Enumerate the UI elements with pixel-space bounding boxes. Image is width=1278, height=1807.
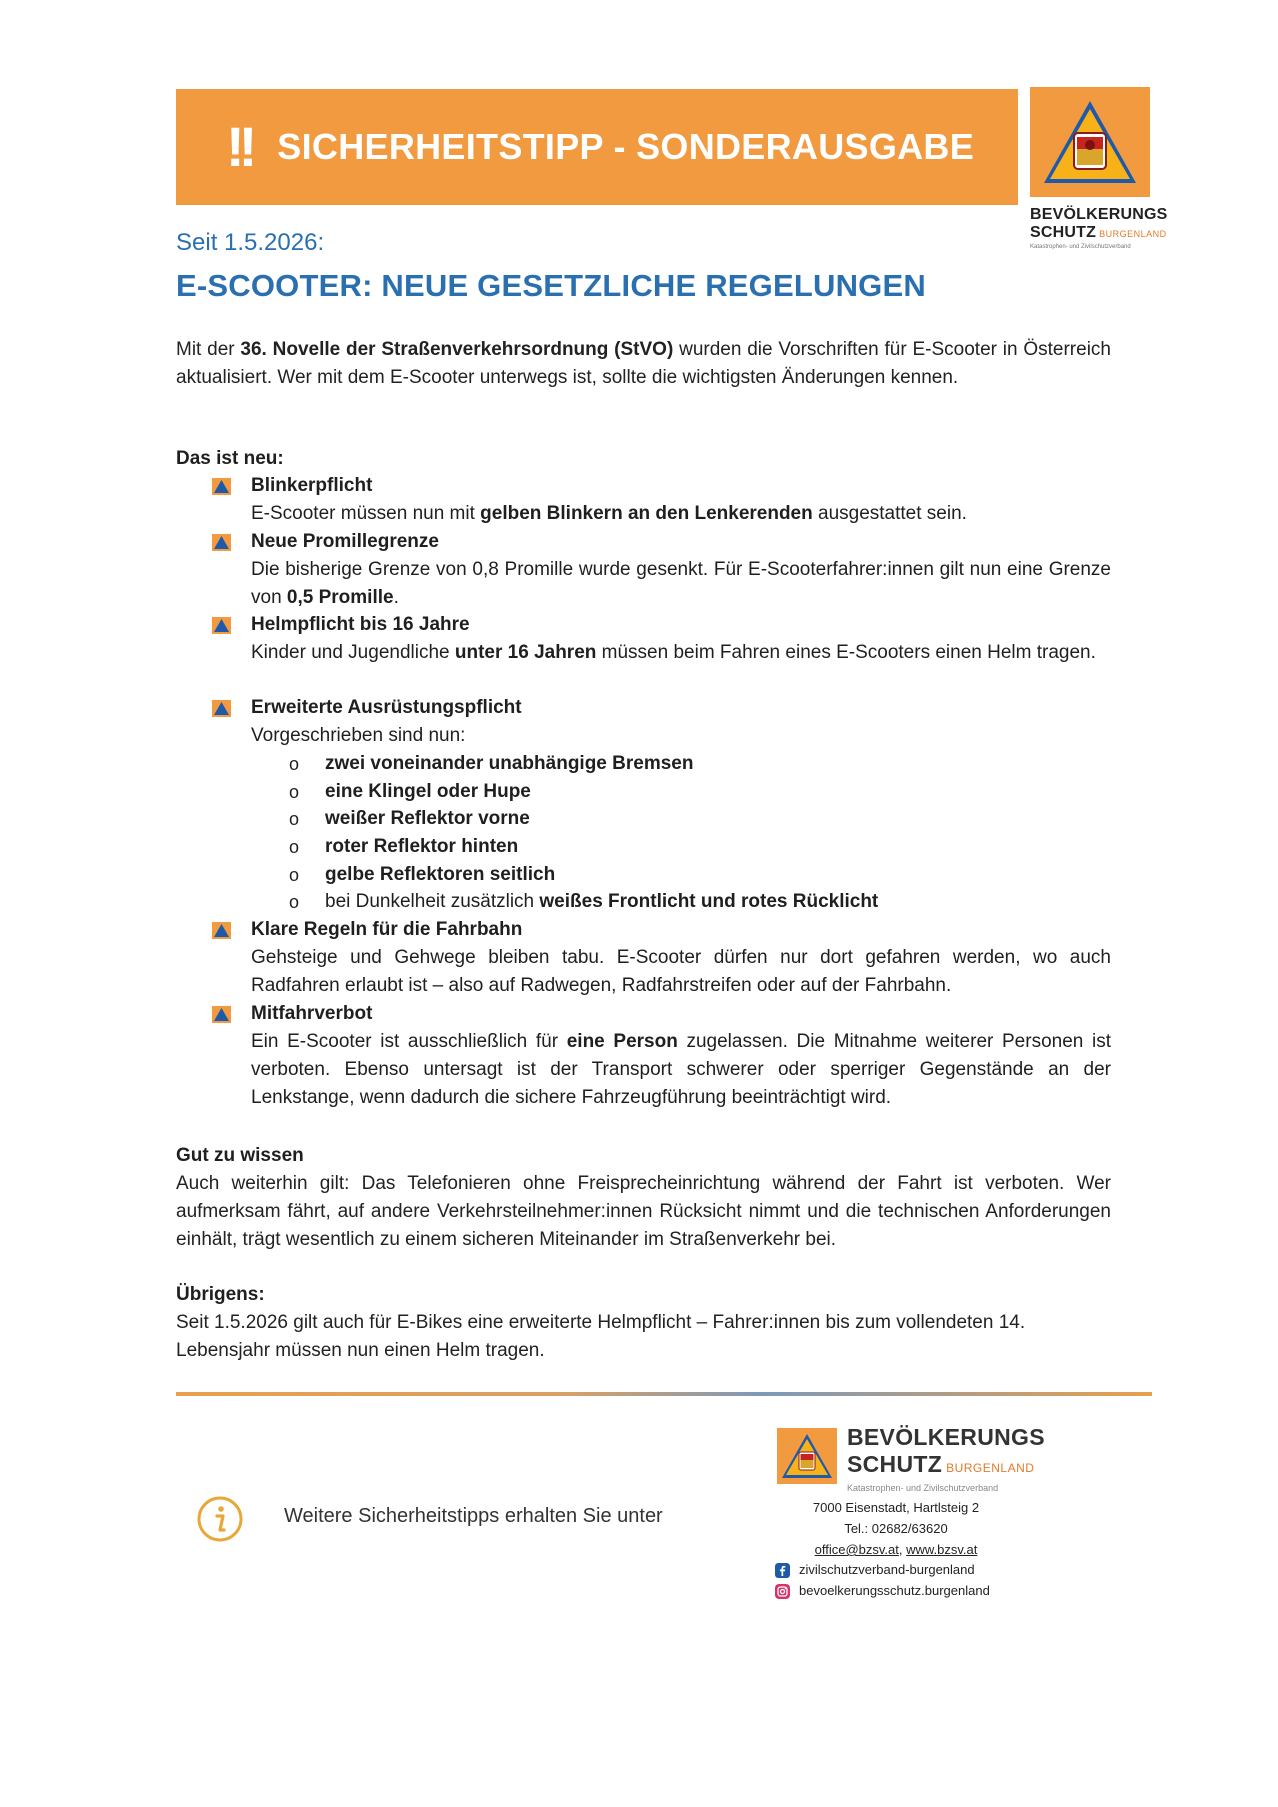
triangle-bullet-icon [212,700,231,717]
item-title: Blinkerpflicht [251,475,373,496]
intro-text-1: Mit der [176,339,241,360]
triangle-bullet-icon [212,922,231,939]
section-heading-btw: Übrigens: [176,1284,265,1305]
list-item [212,694,1112,750]
item-text: zugelassen. Die Mitnahme weiterer Personen ist verboten. Ebenso untersagt ist der Transport schwerer oder sperriger Gegenstände an der Lenkstange, wenn dadurch die sichere Fahrzeugführung beeinträchtigt wird. [251,1031,1111,1108]
triangle-crest-icon [1030,87,1150,197]
footer-logo-region: BURGENLAND [946,1461,1035,1475]
triangle-bullet-icon [212,617,231,634]
equipment-item [289,778,531,806]
circle-bullet-icon: o [289,865,300,885]
item-title: Klare Regeln für die Fahrbahn [251,919,523,940]
footer-logo-line-2-text: SCHUTZ [847,1451,943,1477]
equipment-text: weißer Reflektor vorne [325,808,530,829]
list-item [212,528,1112,612]
organization-logo [1030,87,1150,197]
item-text: Vorgeschrieben sind nun: [251,725,466,746]
header-banner [176,89,1018,205]
link-separator: , [898,1542,907,1557]
item-text: müssen beim Fahren eines E-Scooters einen Helm tragen. [596,642,1096,663]
page-title: E-SCOOTER: NEUE GESETZLICHE REGELUNGEN [176,268,926,303]
address-text: 7000 Eisenstadt, Hartlsteig 2 [812,1500,980,1515]
triangle-bullet-icon [212,478,231,495]
btw-paragraph: Seit 1.5.2026 gilt auch für E-Bikes eine erweiterte Helmpflicht – Fahrer:innen bis zum vollendeten 14. Lebensjahr müssen nun einen Helm tragen. [176,1312,1026,1361]
logo-tagline: Katastrophen- und Zivilschutzverband [1030,244,1131,250]
triangle-crest-icon [777,1428,837,1484]
circle-bullet-icon: o [289,782,300,802]
footer-logo-tagline: Katastrophen- und Zivilschutzverband [847,1483,999,1493]
item-text: Ein E-Scooter ist ausschließlich für [251,1031,567,1052]
item-text: ausgestattet sein. [812,503,967,524]
list-item [212,611,1112,667]
intro-text-2: wurden die Vorschriften für E-Scooter in Österreich aktualisiert. Wer mit dem E-Scooter unterwegs ist, sollte die wichtigsten Änderungen kennen. [176,339,1111,388]
list-item [212,472,1112,528]
equipment-item [289,861,555,889]
equipment-text-bold: weißes Frontlicht und rotes Rücklicht [539,891,879,912]
good-paragraph: Auch weiterhin gilt: Das Telefonieren ohne Freisprecheinrichtung während der Fahrt ist verboten. Wer aufmerksam fährt, auf andere Verkehrsteilnehmer:innen Rücksicht nimmt und die technischen Anforderungen einhält, trägt wesentlich zu einem sicheren Miteinander im Straßenverkehr bei. [176,1173,1111,1250]
intro-bold: 36. Novelle der Straßenverkehrsordnung (StVO) [240,339,674,360]
item-text: Gehsteige und Gehwege bleiben tabu. E-Scooter dürfen nur dort gefahren werden, wo auch Radfahren erlaubt ist – also auf Radwegen, Radfahrstreifen oder auf der Fahrbahn. [251,947,1111,996]
item-bold: gelben Blinkern an den Lenkerenden [480,503,813,524]
equipment-text: eine Klingel oder Hupe [325,781,531,802]
equipment-text [325,891,878,912]
equipment-item [289,888,878,916]
item-description [251,722,1111,750]
circle-bullet-icon: o [289,754,300,774]
circle-bullet-icon: o [289,809,300,829]
item-bold: 0,5 Promille [286,587,394,608]
item-description [251,500,1111,528]
date-line: Seit 1.5.2026: [176,229,325,256]
intro-paragraph [176,336,1111,392]
footer-logo-text [847,1424,1045,1494]
equipment-item [289,750,693,778]
logo-line-2-text: SCHUTZ [1030,224,1097,241]
info-icon [196,1495,244,1543]
item-description [251,1028,1111,1112]
instagram-icon [775,1584,790,1599]
item-text: Kinder und Jugendliche [251,642,455,663]
item-title: Mitfahrverbot [251,1003,373,1024]
item-description [251,944,1111,1000]
item-description [251,639,1111,667]
equipment-text-plain: bei Dunkelheit zusätzlich [325,891,540,912]
footer-logo-line-2 [847,1451,1045,1482]
triangle-bullet-icon [212,1006,231,1023]
footer-logo-line-1: BEVÖLKERUNGS [847,1424,1045,1450]
item-text: E-Scooter müssen nun mit [251,503,481,524]
section-heading-good: Gut zu wissen [176,1145,304,1166]
item-title: Neue Promillegrenze [251,531,439,552]
logo-region: BURGENLAND [1099,229,1167,239]
list-item [212,916,1112,1000]
circle-bullet-icon: o [289,892,300,912]
footer-logo [777,1428,837,1484]
equipment-item [289,833,518,861]
equipment-text: roter Reflektor hinten [325,836,519,857]
divider [176,1392,1152,1396]
website-link[interactable]: www.bzsv.at [906,1542,978,1557]
warning-marks: !! [226,115,252,178]
instagram-link[interactable]: bevoelkerungsschutz.burgenland [799,1583,990,1598]
item-description [251,556,1111,612]
list-item [212,1000,1112,1112]
email-link[interactable]: office@bzsv.at [814,1542,899,1557]
logo-line-1: BEVÖLKERUNGS [1030,206,1168,223]
triangle-bullet-icon [212,534,231,551]
logo-line-2 [1030,224,1167,243]
facebook-icon [775,1563,790,1578]
logo-text [1030,206,1168,251]
equipment-text: gelbe Reflektoren seitlich [325,864,556,885]
item-title: Helmpflicht bis 16 Jahre [251,614,470,635]
section-heading-new: Das ist neu: [176,448,284,469]
item-title: Erweiterte Ausrüstungspflicht [251,697,522,718]
equipment-item [289,805,530,833]
footer-info-text: Weitere Sicherheitstipps erhalten Sie unter [284,1505,663,1527]
item-bold: unter 16 Jahren [454,642,597,663]
facebook-link[interactable]: zivilschutzverband-burgenland [799,1562,975,1577]
banner-title: SICHERHEITSTIPP - SONDERAUSGABE [277,126,975,167]
phone-text: Tel.: 02682/63620 [844,1521,948,1536]
equipment-text: zwei voneinander unabhängige Bremsen [325,753,694,774]
circle-bullet-icon: o [289,837,300,857]
item-text: Die bisherige Grenze von 0,8 Promille wurde gesenkt. Für E-Scooterfahrer:innen gilt nun eine Grenze von [251,559,1111,608]
item-bold: eine Person [566,1031,678,1052]
item-text: . [393,587,399,608]
contact-links [776,1541,1016,1559]
